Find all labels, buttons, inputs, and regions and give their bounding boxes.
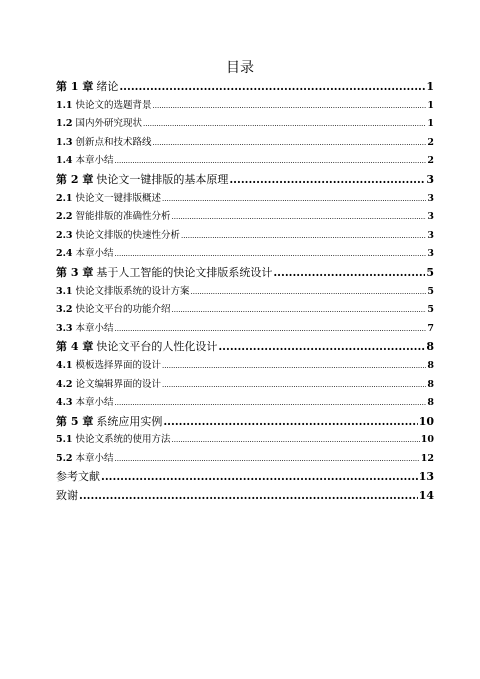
toc-entry-label: 本章小结 — [75, 322, 114, 334]
toc-leader-dots — [172, 213, 427, 221]
toc-entry-number: 第 2 章 — [56, 172, 94, 186]
toc-entry[interactable] — [56, 208, 434, 227]
toc-entry[interactable] — [56, 152, 434, 171]
toc-entry-label: 绪论 — [96, 80, 119, 93]
toc-leader-dots — [181, 232, 426, 240]
toc-entry-page-number: 10 — [420, 434, 434, 446]
toc-entry-number: 第 5 章 — [56, 414, 94, 428]
toc-leader-dots — [115, 157, 427, 165]
toc-entry-page-number: 3 — [427, 248, 434, 260]
toc-entry-label: 快论文一键排版概述 — [75, 192, 162, 204]
toc-entry-number: 1.1 — [56, 99, 73, 111]
toc-entry[interactable] — [56, 376, 434, 395]
toc-leader-dots — [172, 436, 420, 444]
toc-entry-number: 3.1 — [56, 285, 73, 297]
toc-leader-dots — [162, 381, 426, 389]
toc-entry-page-number: 2 — [427, 136, 434, 148]
toc-entry-number: 1.2 — [56, 118, 73, 130]
table-of-contents — [56, 78, 434, 506]
toc-entry[interactable] — [56, 413, 434, 432]
toc-entry-label: 论文编辑界面的设计 — [75, 378, 162, 390]
toc-leader-dots — [119, 80, 425, 93]
toc-entry-page-number: 12 — [420, 452, 434, 464]
toc-entry-label: 快论文平台的功能介绍 — [75, 304, 171, 316]
toc-entry-label: 创新点和技术路线 — [75, 136, 152, 148]
toc-entry-page-number: 5 — [427, 304, 434, 316]
toc-entry-label: 系统应用实例 — [96, 414, 163, 428]
toc-entry-number: 4.2 — [56, 378, 73, 390]
toc-leader-dots — [143, 120, 426, 128]
toc-entry[interactable] — [56, 171, 434, 190]
toc-entry-page-number: 8 — [427, 397, 434, 409]
toc-entry-label: 快论文一键排版的基本原理 — [96, 172, 229, 186]
toc-entry-page-number: 3 — [427, 192, 434, 204]
toc-entry[interactable] — [56, 487, 434, 506]
toc-entry-number: 1.4 — [56, 155, 73, 167]
toc-entry-label: 智能排版的准确性分析 — [75, 211, 171, 223]
toc-entry[interactable] — [56, 115, 434, 134]
toc-entry[interactable] — [56, 431, 434, 450]
toc-entry-page-number: 3 — [427, 211, 434, 223]
toc-leader-dots — [162, 362, 426, 370]
toc-leader-dots — [162, 195, 426, 203]
toc-entry-label: 快论文排版的快速性分析 — [75, 229, 181, 241]
toc-entry-page-number: 1 — [427, 99, 434, 111]
toc-entry-page-number: 3 — [426, 172, 434, 186]
toc-leader-dots — [115, 250, 427, 258]
toc-entry-label: 快论文排版系统的设计方案 — [75, 285, 190, 297]
toc-leader-dots — [101, 470, 418, 483]
toc-entry-number: 1.3 — [56, 136, 73, 148]
toc-entry-number: 4.1 — [56, 359, 73, 371]
toc-entry[interactable] — [56, 468, 434, 487]
toc-entry-page-number: 1 — [427, 118, 434, 130]
toc-leader-dots — [79, 489, 418, 502]
toc-entry-page-number: 8 — [427, 359, 434, 371]
toc-entry-number: 第 4 章 — [56, 340, 94, 354]
toc-entry[interactable] — [56, 301, 434, 320]
toc-leader-dots — [153, 139, 427, 147]
toc-leader-dots — [115, 455, 420, 463]
toc-entry-label: 参考文献 — [56, 470, 100, 484]
toc-entry-label: 快论文平台的人性化设计 — [96, 340, 218, 354]
toc-entry-label: 快论文的选题背景 — [75, 99, 152, 111]
toc-entry-page-number: 7 — [427, 322, 434, 334]
toc-entry-number: 3.2 — [56, 304, 73, 316]
toc-entry-page-number: 10 — [418, 414, 434, 428]
toc-entry-label: 本章小结 — [75, 155, 114, 167]
toc-entry-number: 第 1 章 — [56, 80, 94, 93]
toc-entry[interactable] — [56, 394, 434, 413]
toc-leader-dots — [191, 288, 427, 296]
toc-entry-number: 5.1 — [56, 434, 73, 446]
toc-entry-label: 本章小结 — [75, 397, 114, 409]
toc-entry-label: 国内外研究现状 — [75, 118, 143, 130]
toc-entry[interactable] — [56, 357, 434, 376]
toc-entry-number: 2.1 — [56, 192, 73, 204]
toc-entry[interactable] — [56, 450, 434, 469]
toc-entry-number: 第 3 章 — [56, 265, 94, 279]
toc-entry-page-number: 3 — [427, 229, 434, 241]
toc-entry-number: 3.3 — [56, 322, 73, 334]
toc-leader-dots — [218, 340, 425, 353]
toc-entry[interactable] — [56, 227, 434, 246]
toc-leader-dots — [172, 306, 427, 314]
toc-entry[interactable] — [56, 190, 434, 209]
toc-entry-page-number: 1 — [426, 80, 434, 93]
toc-leader-dots — [115, 325, 427, 333]
toc-entry[interactable] — [56, 320, 434, 339]
toc-entry-label: 模板选择界面的设计 — [75, 359, 162, 371]
toc-leader-dots — [115, 399, 427, 407]
toc-entry[interactable] — [56, 338, 434, 357]
toc-entry-label: 基于人工智能的快论文排版系统设计 — [96, 265, 273, 279]
toc-entry[interactable] — [56, 283, 434, 302]
toc-entry-page-number: 8 — [427, 378, 434, 390]
toc-entry[interactable] — [56, 264, 434, 283]
toc-entry-number: 4.3 — [56, 397, 73, 409]
toc-entry-page-number: 5 — [426, 265, 434, 279]
toc-leader-dots — [163, 415, 417, 428]
toc-entry-page-number: 5 — [427, 285, 434, 297]
toc-entry[interactable] — [56, 134, 434, 153]
toc-entry[interactable] — [56, 245, 434, 264]
toc-entry-page-number: 14 — [418, 489, 434, 503]
toc-entry[interactable] — [56, 78, 434, 97]
toc-entry-label: 快论文系统的使用方法 — [75, 434, 171, 446]
toc-entry-page-number: 8 — [426, 340, 434, 354]
toc-entry-number: 2.3 — [56, 229, 73, 241]
toc-title: 目录 — [226, 60, 254, 76]
toc-entry-label: 本章小结 — [75, 248, 114, 260]
toc-entry[interactable] — [56, 97, 434, 116]
toc-leader-dots — [153, 102, 427, 110]
toc-entry-number: 2.4 — [56, 248, 73, 260]
toc-leader-dots — [229, 173, 425, 186]
toc-entry-label: 致谢 — [56, 489, 78, 503]
toc-leader-dots — [273, 266, 425, 279]
toc-entry-page-number: 13 — [418, 470, 434, 484]
toc-entry-label: 本章小结 — [75, 452, 114, 464]
toc-entry-page-number: 2 — [427, 155, 434, 167]
toc-entry-number: 2.2 — [56, 211, 73, 223]
toc-entry-number: 5.2 — [56, 452, 73, 464]
